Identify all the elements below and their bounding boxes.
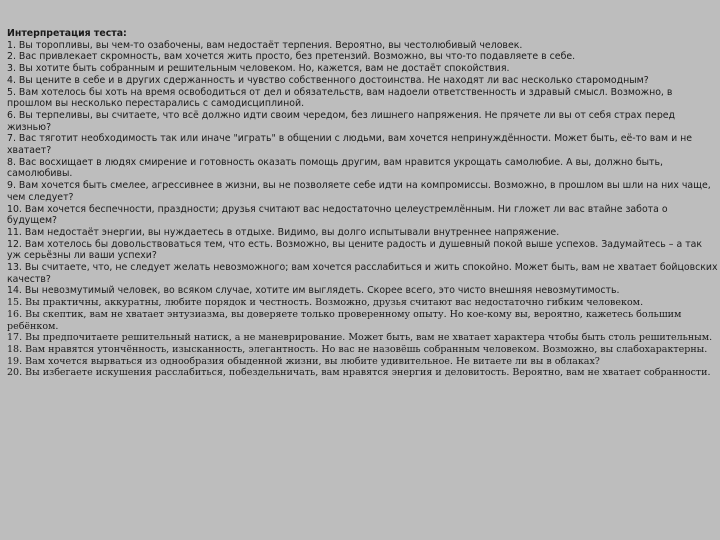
list-item: 18. Вам нравятся утончённость, изысканность, элегантность. Но вас не назовёшь собранным человеком. Возможно, вы слабохарактерны.: [7, 343, 708, 355]
list-item: 14. Вы невозмутимый человек, во всяком случае, хотите им выглядеть. Скорее всего, это чисто внешняя невозмутимость.: [7, 285, 620, 297]
list-item: 12. Вам хотелось бы довольствоваться тем, что есть. Возможно, вы цените радость и душевный покой выше успехов. Задумайтесь – а так уж серьёзны ли ваши успехи?: [7, 238, 703, 262]
list-item: 8. Вас восхищает в людях смирение и готовность оказать помощь другим, вам нравится укрощать самолюбие. А вы, должно быть, самолюбивы.: [7, 156, 664, 180]
list-item: 4. Вы цените в себе и в других сдержанность и чувство собственного достоинства. Не находят ли вас несколько старомодным?: [7, 74, 649, 86]
list-item: 20. Вы избегаете искушения расслабиться, побездельничать, вам нравятся энергия и деловитость. Вероятно, вам не хватает собранности.: [7, 367, 711, 379]
list-item: 16. Вы скептик, вам не хватает энтузиазма, вы доверяете только проверенному опыту. Но кое-кому вы, вероятно, кажетесь большим ребёнком.: [7, 308, 682, 332]
list-item: 19. Вам хочется вырваться из однообразия обыденной жизни, вы любите удивительное. Не витаете ли вы в облаках?: [7, 355, 600, 367]
list-item: 11. Вам недостаёт энергии, вы нуждаетесь в отдыхе. Видимо, вы долго испытывали внутреннее напряжение.: [7, 226, 560, 238]
list-item: 3. Вы хотите быть собранным и решительным человеком. Но, кажется, вам не достаёт спокойствия.: [7, 63, 510, 75]
list-item: 7. Вас тяготит необходимость так или иначе "играть" в общении с людьми, вам хочется непринуждённости. Может быть, её-то вам и не хватает?: [7, 133, 693, 157]
list-item: 6. Вы терпеливы, вы считаете, что всё должно идти своим чередом, без лишнего напряжения. Не прячете ли вы от себя страх перед жизнью?: [7, 109, 676, 133]
list-item: 13. Вы считаете, что, не следует желать невозможного; вам хочется расслабиться и жить спокойно. Может быть, вам не хватает бойцовских качеств?: [7, 262, 718, 285]
list-item: 9. Вам хочется быть смелее, агрессивнее в жизни, вы не позволяете себе идти на компромиссы. Возможно, в прошлом вы шли на них чаще, чем следует?: [7, 180, 711, 203]
list-item: 10. Вам хочется беспечности, праздности; друзья считают вас недостаточно целеустремлённым. Ни гложет ли вас втайне забота о будущем?: [7, 203, 668, 227]
list-item: 15. Вы практичны, аккуратны, любите порядок и честность. Возможно, друзья считают вас недостаточно гибким человеком.: [7, 297, 644, 309]
document-title: Интерпретация теста:: [7, 28, 127, 39]
list-item: 17. Вы предпочитаете решительный натиск, а не маневрирование. Может быть, вам не хватает характера чтобы быть столь решительным.: [7, 332, 713, 344]
list-item: 1. Вы торопливы, вы чем-то озабочены, вам недостаёт терпения. Вероятно, вы честолюбивый человек.: [7, 39, 523, 51]
list-item: 5. Вам хотелось бы хоть на время освободиться от дел и обязательств, вам надоели ответственность и здравый смысл. Возможно, в прошлом вы несколько перестарались с самодисциплиной.: [7, 86, 673, 110]
document-body: [7, 28, 719, 379]
list-item: 2. Вас привлекает скромность, вам хочется жить просто, без претензий. Возможно, вы что-то подавляете в себе.: [7, 51, 576, 63]
